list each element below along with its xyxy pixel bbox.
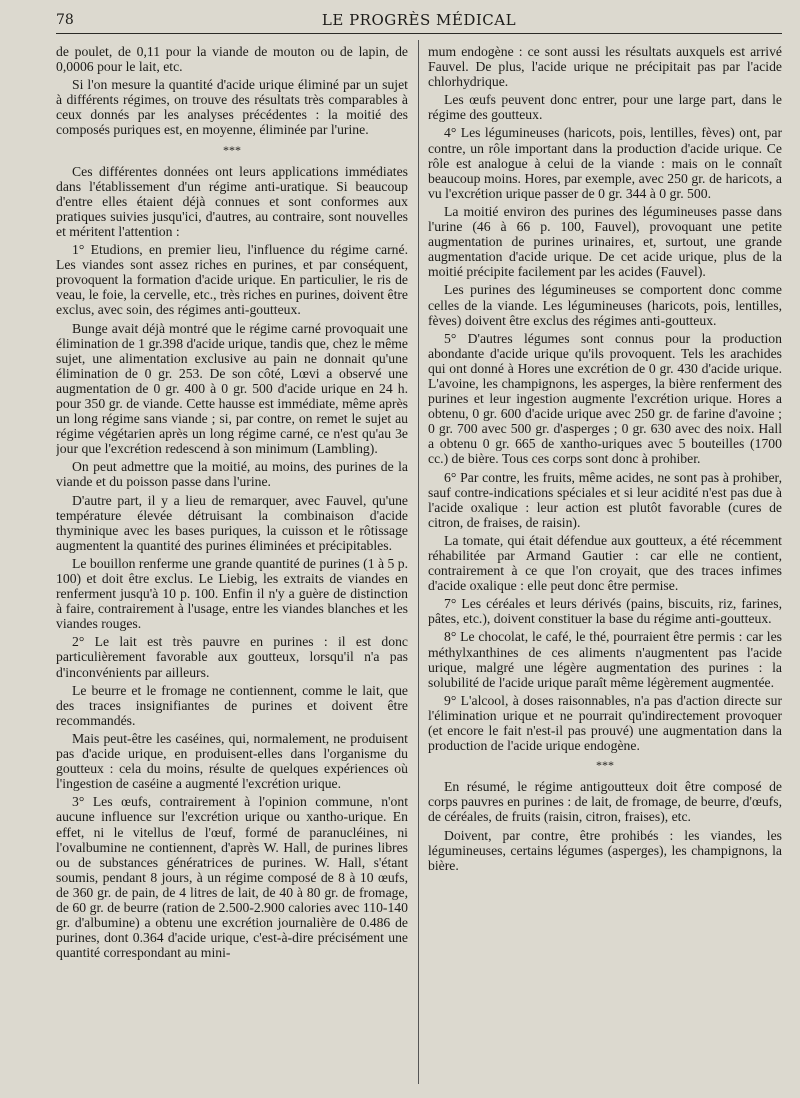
paragraph: La moitié environ des purines des légumineuses passe dans l'urine (46 à 66 p. 100, Fauvel), provoquant une petite augmentation de purines urinaires, et, surtout, une grande augmentation d'acide urique. De cet acide urique, plus de la moitié précipite facilement par les acides (Fauvel). <box>428 203 782 280</box>
paragraph: D'autre part, il y a lieu de remarquer, avec Fauvel, qu'une température élevée détruisant la combinaison d'acide thyminique avec les bases puriques, la cuisson et le rôtissage augmentent la quantité des purines éliminées et précipitables. <box>56 492 408 553</box>
paragraph: Bunge avait déjà montré que le régime carné provoquait une élimination de 1 gr.398 d'acide urique, tandis que, chez le même sujet, une alimentation exclusive au pain ne donnait qu'une élimination de 0 gr. 253. De son côté, Lœvi a observé une augmentation de 0 gr. 400 à 0 gr. 500 d'acide urique en 24 h. pour 350 gr. de viande. Cette hausse est immédiate, même après un long régime sans viande ; si, par contre, on remet le sujet au régime végétarien après un long régime carné, ce n'est qu'au 3e jour que l'excrétion redescend à son minimum (Lambling). <box>56 320 408 457</box>
paragraph: mum endogène : ce sont aussi les résultats auxquels est arrivé Fauvel. De plus, l'acide urique ne précipitait pas par l'acide chlorhydrique. <box>428 44 782 90</box>
column-divider <box>418 40 419 1084</box>
paragraph: 6° Par contre, les fruits, même acides, ne sont pas à prohiber, sauf contre-indications spéciales et si leur acidité n'est pas due à l'acide oxalique : leur action est plutôt favorable (cures de citron, de fraises, de raisin). <box>428 469 782 530</box>
paragraph: 7° Les céréales et leurs dérivés (pains, biscuits, riz, farines, pâtes, etc.), doivent constituer la base du régime anti-goutteux. <box>428 596 782 627</box>
paragraph: 4° Les légumineuses (haricots, pois, lentilles, fèves) ont, par contre, un rôle important dans la production d'acide urique. Ce rôle est analogue à celui de la viande : mais on le connaît beaucoup moins. Hores, par exemple, avec 250 gr. de haricots, a vu l'excrétion urique passer de 0 gr. 344 à 0 gr. 500. <box>428 125 782 201</box>
paragraph: 9° L'alcool, à doses raisonnables, n'a pas d'action directe sur l'élimination urique et ne pourrait qu'indirectement provoquer (et encore le fait n'est-il pas prouvé) une augmentation dans la production de l'acide urique endogène. <box>428 692 782 754</box>
paragraph: Les œufs peuvent donc entrer, pour une large part, dans le régime des goutteux. <box>428 92 782 123</box>
paragraph: La tomate, qui était défendue aux goutteux, a été récemment réhabilitée par Armand Gautier : car elle ne contient, contrairement à ce que l'on croyait, que des traces infimes d'acide oxalique : elle peut donc être permise. <box>428 532 782 594</box>
paragraph: de poulet, de 0,11 pour la viande de mouton ou de lapin, de 0,0006 pour le lait, etc. <box>56 44 408 75</box>
paragraph: On peut admettre que la moitié, au moins, des purines de la viande et du poisson passe dans l'urine. <box>56 459 408 490</box>
paragraph: 5° D'autres légumes sont connus pour la production abondante d'acide urique qu'ils provoquent. Tels les arachides qui ont donné à Hores une excrétion de 0 gr. 430 d'acide urique. L'avoine, les champignons, les asperges, la bière renferment des purines et leur ingestion augmente l'excrétion urique. Hores a obtenu, 0 gr. 600 d'acide urique avec 250 gr. de farine d'avoine ; 0 gr. 700 avec 500 gr. d'asperges ; 0 gr. 630 avec des noix. Hall a obtenu 0 gr. 665 de xantho-uriques avec 5 bouteilles (1700 cc.) de bière. Tous ces corps sont donc à prohiber. <box>428 330 782 467</box>
left-column <box>56 44 408 1082</box>
paragraph: 2° Le lait est très pauvre en purines : il est donc particulièrement favorable aux goutteux, lorsqu'il n'a pas d'inconvénients par ailleurs. <box>56 634 408 680</box>
right-column <box>428 44 782 1082</box>
paragraph: Les purines des légumineuses se comportent donc comme celles de la viande. Les légumineuses (haricots, pois, lentilles, fèves) doivent être exclus des régimes anti-goutteux. <box>428 282 782 328</box>
paragraph: Le beurre et le fromage ne contiennent, comme le lait, que des traces insignifiantes de purines et doivent être recommandés. <box>56 682 408 728</box>
header-rule <box>56 33 782 34</box>
paragraph: En résumé, le régime antigoutteux doit être composé de corps pauvres en purines : de lait, de fromage, de beurre, d'œufs, de céréales, de fruits (raisin, citron, fraises), etc. <box>428 779 782 825</box>
paragraph: Si l'on mesure la quantité d'acide urique éliminé par un sujet à différents régimes, on trouve des résultats très comparables à ceux donnés par les analyses précédentes : la moitié des composés puriques est, en moyenne, éliminée par l'urine. <box>56 77 408 138</box>
page-header <box>56 10 782 32</box>
paragraph: 8° Le chocolat, le café, le thé, pourraient être permis : car les méthylxanthines de ces aliments n'augmentent pas l'acide urique, malgré une légère augmentation des purines : la solubilité de l'acide urique paraît même légèrement augmentée. <box>428 629 782 690</box>
paragraph: Ces différentes données ont leurs applications immédiates dans l'établissement d'un régime anti-uratique. Si beaucoup d'entre elles étaient déjà connues et sont conformes aux pratiques suivies jusqu'ici, d'autres, au contraire, sont nouvelles et méritent l'attention : <box>56 163 408 239</box>
paragraph: 3° Les œufs, contrairement à l'opinion commune, n'ont aucune influence sur l'excrétion urique ou xantho-urique. En effet, ni le vitellus de l'œuf, formé de paranucléines, ni l'ovalbumine ne contiennent, d'après W. Hall, de purines libres ou de substances génératrices de purines. W. Hall, s'étant soumis, pendant 8 jours, à un régime composé de 8 à 10 œufs, de 360 gr. de pain, de 4 litres de lait, de 40 à 80 gr. de fromage, de 60 gr. de beurre (ration de 2.500-2.900 calories avec 110-140 gr. d'albumine) a obtenu une excrétion journalière de 0.486 de purines, dont 0.364 d'acide urique, c'est-à-dire précisément une quantité correspondant au mini- <box>56 794 408 961</box>
section-separator: *** <box>223 142 241 157</box>
section-separator: *** <box>596 758 614 773</box>
paragraph: Mais peut-être les caséines, qui, normalement, ne produisent pas d'acide urique, en produisent-elles dans l'organisme du goutteux : cela du moins, résulte de quelques expériences où l'ingestion de caséine a augmenté l'excrétion urique. <box>56 730 408 792</box>
paragraph: Doivent, par contre, être prohibés : les viandes, les légumineuses, certains légumes (asperges), les champignons, la bière. <box>428 827 782 873</box>
page-number: 78 <box>56 12 74 28</box>
paragraph: 1° Etudions, en premier lieu, l'influence du régime carné. Les viandes sont assez riches en purines, et par conséquent, provoquent la formation d'acide urique. En particulier, le ris de veau, le foie, la cervelle, etc., très riches en purines, doivent être exclus, avec soin, des régimes anti-goutteux. <box>56 242 408 318</box>
journal-title: LE PROGRÈS MÉDICAL <box>321 11 517 29</box>
paragraph: Le bouillon renferme une grande quantité de purines (1 à 5 p. 100) et doit être exclus. Le Liebig, les extraits de viandes en renferment jusqu'à 10 p. 100. Enfin il n'y a guère de distinction à faire, contrairement à l'usage, entre les viandes blanches et les viandes rouges. <box>56 555 408 632</box>
